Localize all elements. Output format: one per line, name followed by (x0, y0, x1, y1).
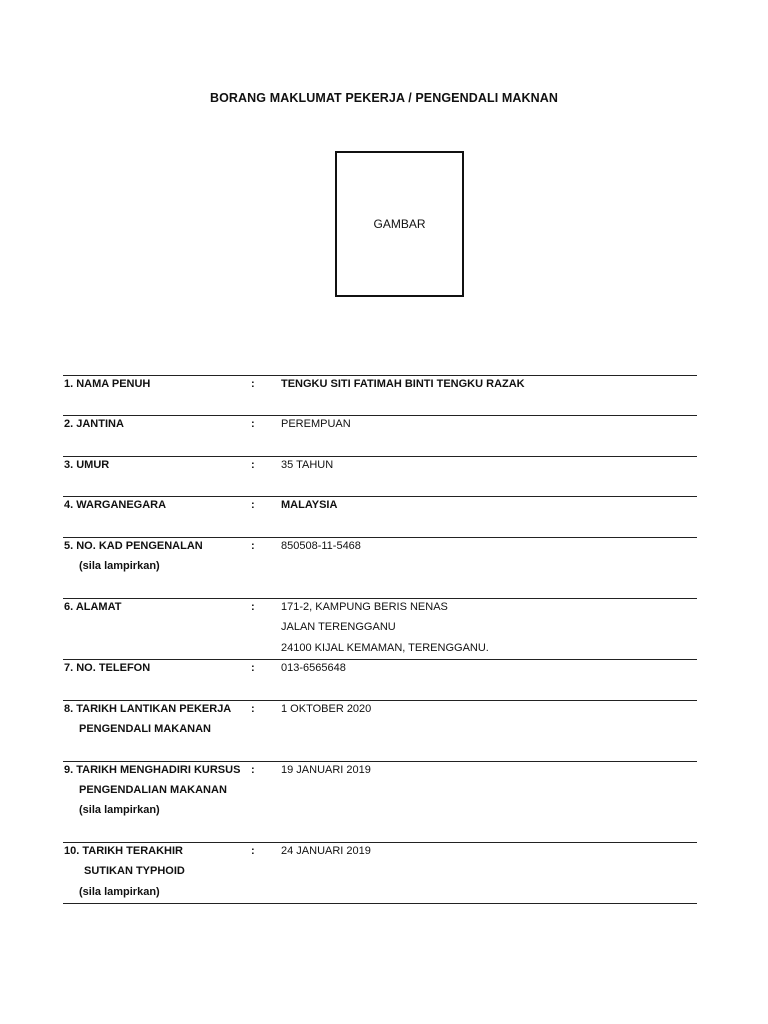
row-divider (63, 456, 697, 457)
row-divider (63, 496, 697, 497)
field-value-jantina: PEREMPUAN (281, 418, 351, 430)
field-label-alamat: 6. ALAMAT (64, 601, 122, 613)
field-label-tarikh-lantikan: 8. TARIKH LANTIKAN PEKERJA (64, 703, 232, 715)
field-separator: : (251, 499, 255, 511)
field-label-kad-pengenalan: 5. NO. KAD PENGENALAN (64, 540, 203, 552)
field-label-note: (sila lampirkan) (79, 804, 160, 816)
row-divider (63, 659, 697, 660)
field-label-umur: 3. UMUR (64, 459, 110, 471)
form-title: BORANG MAKLUMAT PEKERJA / PENGENDALI MAKNAN (209, 91, 559, 105)
field-separator: : (251, 845, 255, 857)
field-label-continuation: PENGENDALIAN MAKANAN (79, 784, 227, 796)
field-label-warganegara: 4. WARGANEGARA (64, 499, 167, 511)
field-label-continuation: PENGENDALI MAKANAN (79, 723, 211, 735)
field-separator: : (251, 601, 255, 613)
field-label-nama-penuh: 1. NAMA PENUH (64, 378, 151, 390)
row-divider (63, 537, 697, 538)
field-value-warganegara: MALAYSIA (281, 499, 338, 511)
field-separator: : (251, 662, 255, 674)
row-divider (63, 761, 697, 762)
field-value-umur: 35 TAHUN (281, 459, 334, 471)
field-label-continuation: SUTIKAN TYPHOID (84, 865, 185, 877)
row-divider (63, 598, 697, 599)
field-separator: : (251, 459, 255, 471)
photo-placeholder (335, 151, 464, 297)
field-value-tarikh-lantikan: 1 OKTOBER 2020 (281, 703, 372, 715)
field-value-kad-pengenalan: 850508-11-5468 (281, 540, 361, 552)
row-divider (63, 375, 697, 376)
field-label-jantina: 2. JANTINA (64, 418, 124, 430)
field-separator: : (251, 540, 255, 552)
row-divider (63, 415, 697, 416)
field-separator: : (251, 703, 255, 715)
field-value-alamat-line-3: 24100 KIJAL KEMAMAN, TERENGGANU. (281, 642, 489, 654)
field-value-alamat-line-1: 171-2, KAMPUNG BERIS NENAS (281, 601, 448, 613)
field-value-tarikh-suntikan: 24 JANUARI 2019 (281, 845, 371, 857)
field-separator: : (251, 378, 255, 390)
field-label-note: (sila lampirkan) (79, 886, 160, 898)
field-label-tarikh-suntikan: 10. TARIKH TERAKHIR (64, 845, 183, 857)
row-divider (63, 903, 697, 904)
field-value-alamat-line-2: JALAN TERENGGANU (281, 621, 396, 633)
field-value-tarikh-kursus: 19 JANUARI 2019 (281, 764, 371, 776)
field-separator: : (251, 418, 255, 430)
field-label-tarikh-kursus: 9. TARIKH MENGHADIRI KURSUS (64, 764, 241, 776)
field-label-telefon: 7. NO. TELEFON (64, 662, 151, 674)
field-label-note: (sila lampirkan) (79, 560, 160, 572)
photo-label: GAMBAR (373, 217, 426, 231)
row-divider (63, 700, 697, 701)
field-value-telefon: 013-6565648 (281, 662, 346, 674)
row-divider (63, 842, 697, 843)
field-value-nama-penuh: TENGKU SITI FATIMAH BINTI TENGKU RAZAK (281, 378, 525, 390)
field-separator: : (251, 764, 255, 776)
